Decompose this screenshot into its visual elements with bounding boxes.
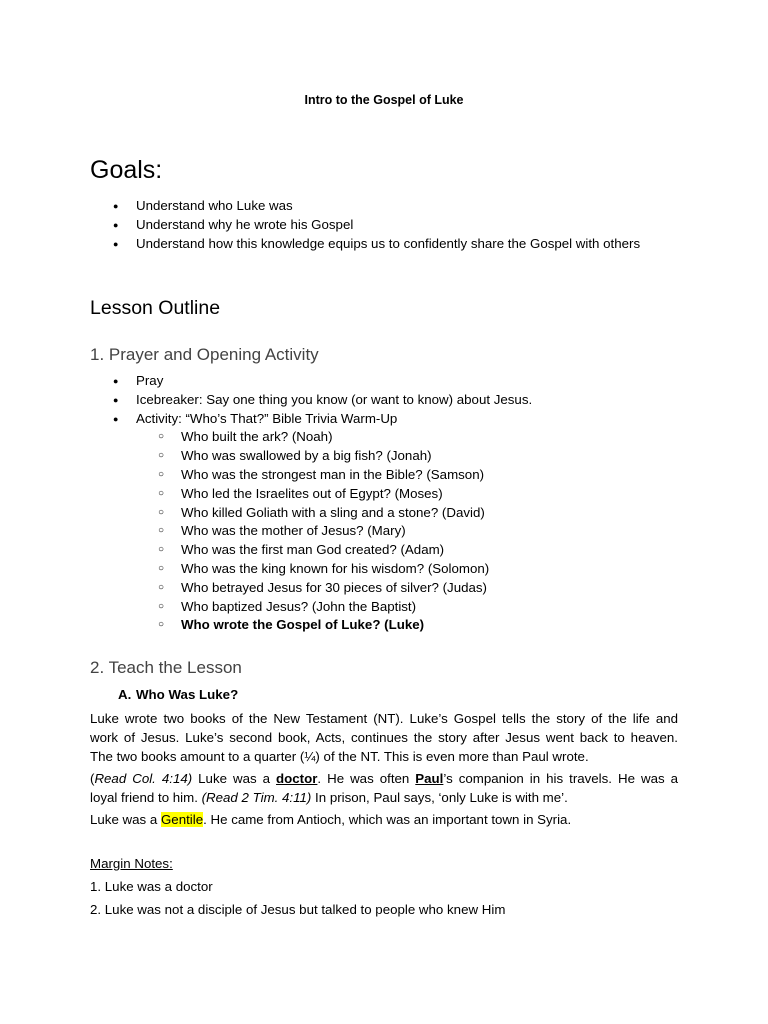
margin-note: 1. Luke was a doctor	[90, 879, 213, 894]
lesson-outline-heading: Lesson Outline	[90, 297, 221, 319]
paragraph-line	[90, 769, 678, 788]
trivia-question: ○ Who was swallowed by a big fish? (Jonah)	[0, 447, 532, 466]
trivia-question: ○ Who was the mother of Jesus? (Mary)	[0, 522, 532, 541]
keyword-paul: Paul	[415, 771, 444, 786]
goal-item: ● Understand who Luke was	[0, 197, 640, 216]
goal-item: ● Understand how this knowledge equips us to confidently share the Gospel with others	[0, 235, 640, 254]
section1-list	[0, 372, 532, 635]
text-run: loyal friend to him.	[90, 790, 202, 805]
text-run: . He came from Antioch, which was an important town in Syria.	[203, 812, 572, 827]
paragraph-luke-doctor	[90, 769, 678, 807]
goals-list	[0, 197, 640, 253]
trivia-question: ○ Who was the strongest man in the Bible? (Samson)	[0, 466, 532, 485]
subsection-heading	[118, 687, 238, 702]
scripture-reference: Read Col. 4:14)	[94, 771, 193, 786]
trivia-question: ○ Who led the Israelites out of Egypt? (Moses)	[0, 485, 532, 504]
trivia-question: ○ Who was the king known for his wisdom? (Solomon)	[0, 560, 532, 579]
highlighted-gentile: Gentile	[160, 812, 204, 827]
trivia-question: ○ Who killed Goliath with a sling and a stone? (David)	[0, 504, 532, 523]
activity-item: ● Icebreaker: Say one thing you know (or want to know) about Jesus.	[0, 391, 532, 410]
paragraph-line	[90, 810, 678, 829]
text-run: . He was often	[317, 771, 416, 786]
section1-heading: 1. Prayer and Opening Activity	[90, 345, 319, 364]
trivia-question: ○ Who built the ark? (Noah)	[0, 428, 532, 447]
paragraph-line: Luke wrote two books of the New Testament (NT). Luke’s Gospel tells the story of the life and	[90, 711, 678, 726]
paragraph-line: The two books amount to a quarter (¼) of the NT. This is even more than Paul wrote.	[90, 749, 589, 764]
goal-item: ● Understand why he wrote his Gospel	[0, 216, 640, 235]
trivia-question: ○ Who was the first man God created? (Adam)	[0, 541, 532, 560]
text-run: In prison, Paul says, ‘only Luke is with me’.	[311, 790, 568, 805]
subsection-letter: A.	[118, 687, 132, 702]
paragraph-line	[90, 788, 678, 807]
document-title: Intro to the Gospel of Luke	[304, 93, 464, 107]
trivia-question: ○ Who baptized Jesus? (John the Baptist)	[0, 598, 532, 617]
paragraph-luke-books	[90, 709, 678, 766]
trivia-question-final: ○ Who wrote the Gospel of Luke? (Luke)	[0, 616, 532, 635]
trivia-question: ○ Who betrayed Jesus for 30 pieces of silver? (Judas)	[0, 579, 532, 598]
keyword-doctor: doctor	[276, 771, 318, 786]
margin-note: 2. Luke was not a disciple of Jesus but talked to people who knew Him	[90, 902, 506, 917]
margin-notes-heading: Margin Notes:	[90, 856, 173, 871]
scripture-reference: (Read 2 Tim. 4:11)	[201, 790, 312, 805]
text-run: Luke was a	[192, 771, 277, 786]
text-run: Luke was a	[90, 812, 161, 827]
goals-heading: Goals:	[90, 156, 163, 184]
text-run: ’s companion in his travels. He was a	[443, 771, 678, 786]
text-run: (	[90, 771, 95, 786]
paragraph-gentile	[90, 810, 678, 829]
section2-heading: 2. Teach the Lesson	[90, 658, 242, 677]
subsection-title: Who Was Luke?	[136, 687, 239, 702]
activity-item: ● Pray	[0, 372, 532, 391]
activity-item: ● Activity: “Who’s That?” Bible Trivia Warm-Up	[0, 410, 532, 429]
paragraph-line: work of Jesus. Luke’s second book, Acts, continues the story after Jesus went back to heaven.	[90, 730, 678, 745]
